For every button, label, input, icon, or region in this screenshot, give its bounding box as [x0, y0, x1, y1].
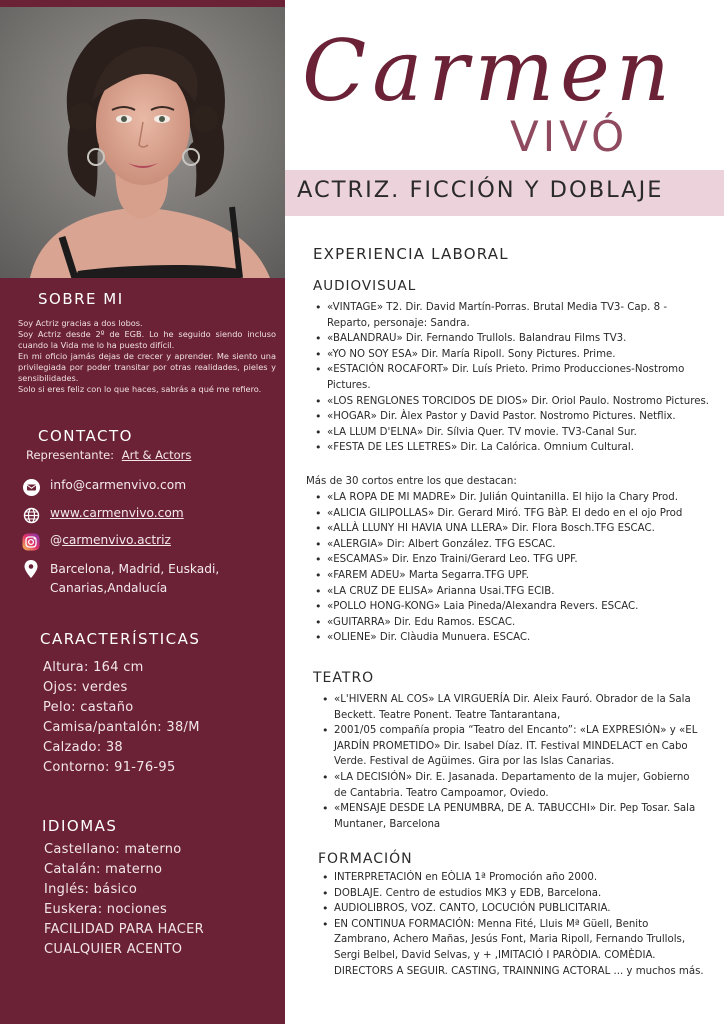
feature-item: Ojos: verdes — [43, 680, 128, 695]
features-list — [43, 658, 200, 778]
list-item: • «FAREM ADEU» Marta Segarra.TFG UPF. — [313, 568, 718, 584]
about-paragraph: En mi oficio jamás dejas de crecer y aprender. Me siento una privilegiada por poder transitar por otras realidades, pieles y sensibilidades. — [18, 351, 276, 383]
list-item: • «VINTAGE» T2. Dir. David Martín-Porras. Brutal Media TV3- Cap. 8 - Reparto, personaje: Sandra. — [313, 300, 713, 331]
theater-title: TEATRO — [313, 670, 375, 686]
training-list — [320, 870, 705, 979]
role-title: ACTRIZ. FICCIÓN Y DOBLAJE — [297, 177, 664, 203]
list-item: • «LA LLUM D'ELNA» Dir. Sílvia Quer. TV movie. TV3-Canal Sur. — [313, 425, 713, 441]
list-item: • «MENSAJE DESDE LA PENUMBRA, DE A. TABUCCHI» Dir. Pep Tosar. Sala Muntaner, Barcelona — [320, 801, 705, 832]
theater-list — [320, 692, 705, 832]
contact-web-row — [22, 506, 184, 524]
features-title: CARACTERÍSTICAS — [40, 630, 201, 648]
representative-label: Representante: — [26, 448, 115, 462]
audiovisual-list — [313, 300, 713, 456]
profile-photo — [0, 7, 285, 278]
website-link[interactable]: www.carmenvivo.com — [50, 506, 184, 520]
name-first: Carmen — [302, 22, 676, 118]
feature-item: Calzado: 38 — [43, 740, 124, 755]
list-item: • «LA ROPA DE MI MADRE» Dir. Julián Quintanilla. El hijo la Chary Prod. — [313, 490, 718, 506]
location-line: Barcelona, Madrid, Euskadi, — [50, 562, 220, 576]
name-first-script — [300, 18, 680, 118]
language-item: Catalán: materno — [44, 862, 163, 877]
audiovisual-title: AUDIOVISUAL — [313, 278, 417, 294]
representative-row — [26, 448, 191, 462]
list-item: • «ESTACIÓN ROCAFORT» Dir. Luís Prieto. Primo Producciones-Nostromo Pictures. — [313, 362, 713, 393]
feature-item: Contorno: 91-76-95 — [43, 760, 176, 775]
list-item: • «YO NO SOY ESA» Dir. María Ripoll. Sony Pictures. Prime. — [313, 347, 713, 363]
languages-list — [44, 840, 204, 960]
list-item: • INTERPRETACIÓN en EÒLIA 1ª Promoción año 2000. — [320, 870, 705, 886]
language-item: Euskera: nociones — [44, 902, 168, 917]
training-title: FORMACIÓN — [318, 851, 413, 867]
feature-item: Camisa/pantalón: 38/M — [43, 720, 200, 735]
list-item: • 2001/05 compañía propia “Teatro del Encanto”: «LA EXPRESIÓN» y «EL JARDÍN PROMETIDO» Dir. Isabel Díaz. IT. Festival MINDELACT en Cabo Verde. Festival de Agüimes. Gira por las Islas Canarias. — [320, 723, 705, 770]
contact-location-row — [22, 560, 219, 598]
instagram-at: @ — [50, 533, 63, 547]
sidebar — [0, 0, 285, 1024]
experience-title: EXPERIENCIA LABORAL — [313, 245, 509, 263]
location-text — [50, 560, 219, 598]
instagram-link[interactable]: carmenvivo.actriz — [62, 533, 171, 547]
about-paragraph: Solo si eres feliz con lo que haces, sabrás a qué me refiero. — [18, 384, 262, 394]
shorts-intro: Más de 30 cortos entre los que destacan: — [306, 476, 517, 487]
language-item: CUALQUIER ACENTO — [44, 942, 183, 957]
contact-instagram-row — [22, 533, 171, 551]
representative-link[interactable]: Art & Actors — [121, 448, 192, 462]
list-item: • «LA CRUZ DE ELISA» Arianna Usai.TFG ECIB. — [313, 584, 718, 600]
instagram-icon — [22, 533, 40, 551]
list-item: • «LA DECISIÓN» Dir. E. Jasanada. Departamento de la mujer, Gobierno de Cantabria. Teatro Campoamor, Oviedo. — [320, 770, 705, 801]
list-item: • «L'HIVERN AL COS» LA VIRGUERÍA Dir. Aleix Fauró. Obrador de la Sala Beckett. Teatre Ponent. Teatre Tantarantana, — [320, 692, 705, 723]
globe-icon — [22, 506, 40, 524]
about-paragraph: Soy Actriz desde 2º de EGB. Lo he seguido siendo incluso cuando la Vida me lo ha puesto difícil. — [18, 329, 276, 350]
about-title: SOBRE MI — [38, 290, 124, 308]
language-item: FACILIDAD PARA HACER — [44, 922, 204, 937]
shorts-list — [313, 490, 718, 646]
list-item: • «FESTA DE LES LLETRES» Dir. La Calórica. Omnium Cultural. — [313, 440, 713, 456]
name-last: VIVÓ — [510, 112, 629, 161]
about-paragraph: Soy Actriz gracias a dos lobos. — [18, 318, 143, 328]
list-item: • «OLIENE» Dir. Clàudia Munuera. ESCAC. — [313, 630, 718, 646]
list-item: • «GUITARRA» Dir. Edu Ramos. ESCAC. — [313, 615, 718, 631]
about-text — [18, 318, 276, 395]
feature-item: Altura: 164 cm — [43, 660, 144, 675]
list-item: • «ESCAMAS» Dir. Enzo Traini/Gerard Leo. TFG UPF. — [313, 552, 718, 568]
list-item: • «HOGAR» Dir. Àlex Pastor y David Pastor. Nostromo Pictures. Netflix. — [313, 409, 713, 425]
list-item: • AUDIOLIBROS, VOZ. CANTO, LOCUCIÓN PUBLICITARIA. — [320, 901, 705, 917]
list-item: • «ALICIA GILIPOLLAS» Dir. Gerard Miró. TFG BàP. El dedo en el ojo Prod — [313, 506, 718, 522]
contact-title: CONTACTO — [38, 427, 133, 445]
contact-email-row — [22, 478, 186, 496]
email-icon — [22, 478, 40, 496]
languages-title: IDIOMAS — [42, 817, 118, 835]
list-item: • DOBLAJE. Centro de estudios MK3 y EDB, Barcelona. — [320, 886, 705, 902]
list-item: • «LOS RENGLONES TORCIDOS DE DIOS» Dir. Oriol Paulo. Nostromo Pictures. — [313, 394, 713, 410]
language-item: Inglés: básico — [44, 882, 138, 897]
list-item: • «BALANDRAU» Dir. Fernando Trullols. Balandrau Films TV3. — [313, 331, 713, 347]
email-text[interactable]: info@carmenvivo.com — [50, 478, 187, 492]
feature-item: Pelo: castaño — [43, 700, 134, 715]
list-item: • «POLLO HONG-KONG» Laia Pineda/Alexandra Revers. ESCAC. — [313, 599, 718, 615]
language-item: Castellano: materno — [44, 842, 182, 857]
list-item: • EN CONTINUA FORMACIÓN: Menna Fité, Lluis Mª Güell, Benito Zambrano, Achero Mañas, Jesús Font, Maria Ripoll, Fernando Trullols, Sergi Belbel, David Selvas, y + ,IMITACIÓ I PARÒDIA. COMÈDIA. DIRECTORS A SEGUIR. CASTING, TRAINNING ACTORAL ... y muchos más. — [320, 917, 705, 979]
location-pin-icon — [22, 560, 40, 578]
list-item: • «ALLÀ LLUNY HI HAVIA UNA LLERA» Dir. Flora Bosch.TFG ESCAC. — [313, 521, 718, 537]
location-line: Canarias,Andalucía — [50, 581, 168, 595]
list-item: • «ALERGIA» Dir: Albert González. TFG ESCAC. — [313, 537, 718, 553]
